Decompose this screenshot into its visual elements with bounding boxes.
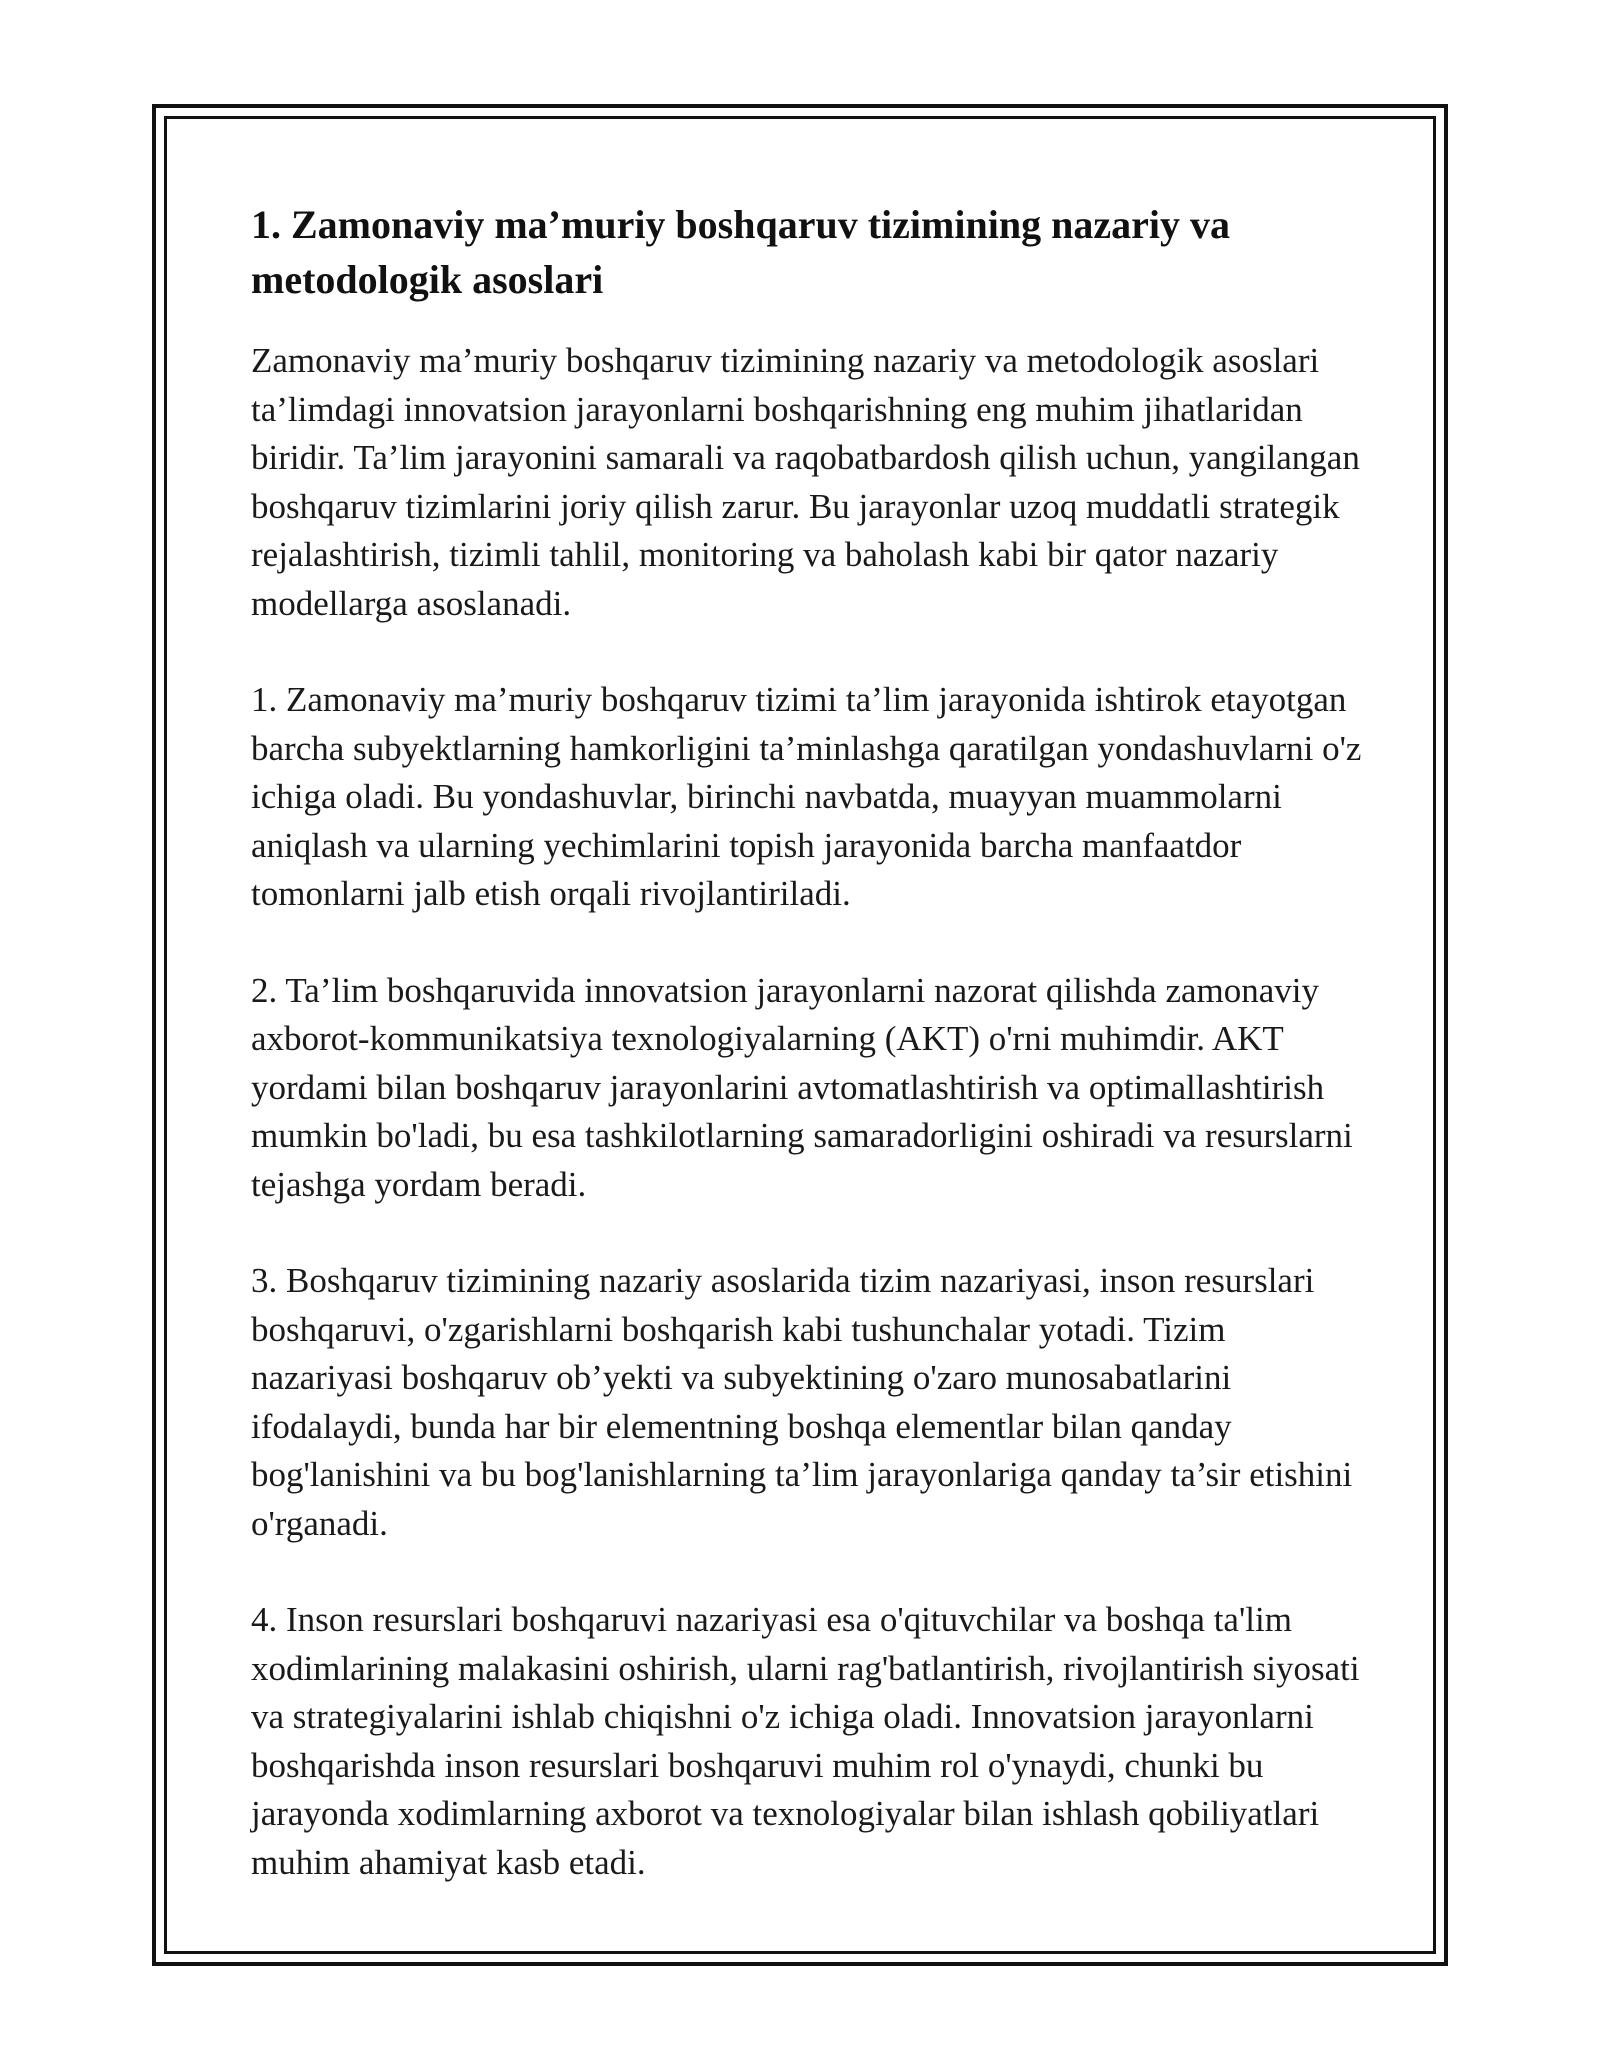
paragraph-point-4: 4. Inson resurslari boshqaruvi nazariyasi esa o'qituvchilar va boshqa ta'lim xodimlarining malakasini oshirish, ularni rag'batlantirish, rivojlantirish siyosati va strategiyalarini ishlab chiqishni o'z ichiga oladi. Innovatsion jarayonlarni boshqarishda inson resurslari boshqaruvi muhim rol o'ynaydi, chunki bu jarayonda xodimlarning axborot va texnologiyalar bilan ishlash qobiliyatlari muhim ahamiyat kasb etadi. (251, 1600, 1360, 1882)
paragraph-point-3: 3. Boshqaruv tizimining nazariy asoslarida tizim nazariyasi, inson resurslari boshqaruvi, o'zgarishlarni boshqarish kabi tushunchalar yotadi. Tizim nazariyasi boshqaruv ob’yekti va subyektining o'zaro munosabatlarini ifodalaydi, bunda har bir elementning boshqa elementlar bilan qanday bog'lanishini va bu bog'lanishlarning ta’lim jarayonlariga qanday ta’sir etishini o'rganadi. (251, 1261, 1353, 1543)
paragraph-point-1: 1. Zamonaviy ma’muriy boshqaruv tizimi ta’lim jarayonida ishtirok etayotgan barcha subyektlarning hamkorligini ta’minlashga qaratilgan yondashuvlarni o'z ichiga oladi. Bu yondashuvlar, birinchi navbatda, muayyan muammolarni aniqlash va ularning yechimlarini topish jarayonida barcha manfaatdor tomonlarni jalb etish orqali rivojlantiriladi. (251, 680, 1362, 913)
page-border-outer (152, 104, 1448, 1966)
intro-paragraph: Zamonaviy ma’muriy boshqaruv tizimining nazariy va metodologik asoslari ta’limdagi innovatsion jarayonlarni boshqarishning eng muhim jihatlaridan biridir. Ta’lim jarayonini samarali va raqobatbardosh qilish uchun, yangilangan boshqaruv tizimlarini joriy qilish zarur. Bu jarayonlar uzoq muddatli strategik rejalashtirish, tizimli tahlil, monitoring va baholash kabi bir qator nazariy modellarga asoslanadi. (251, 341, 1360, 623)
page-border-inner (164, 116, 1436, 1954)
section-heading: 1. Zamonaviy ma’muriy boshqaruv tizimining nazariy va metodologik asoslari (251, 202, 1230, 302)
paragraph-point-2: 2. Ta’lim boshqaruvida innovatsion jarayonlarni nazorat qilishda zamonaviy axborot-kommunikatsiya texnologiyalarning (AKT) o'rni muhimdir. AKT yordami bilan boshqaruv jarayonlarini avtomatlashtirish va optimallashtirish mumkin bo'ladi, bu esa tashkilotlarning samaradorligini oshiradi va resurslarni tejashga yordam beradi. (251, 970, 1353, 1204)
document-body (251, 197, 1375, 1935)
